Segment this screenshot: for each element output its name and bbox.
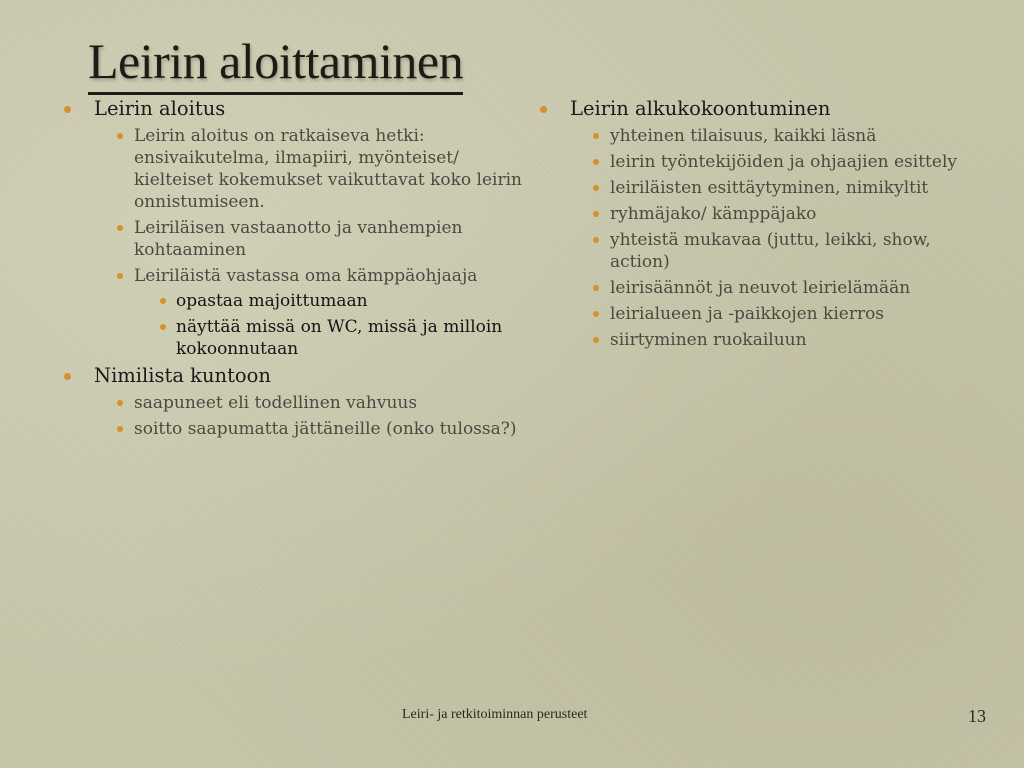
sub-bullet xyxy=(570,203,988,225)
sub-bullet xyxy=(570,229,988,273)
bullet-dot-icon xyxy=(117,133,123,139)
right-column xyxy=(538,97,988,355)
bullet-leirin-aloitus xyxy=(62,97,522,360)
bullet-nimilista-kuntoon xyxy=(62,364,522,440)
sub-bullet-text: ryhmäjako/ kämppäjako xyxy=(610,204,817,224)
sub-bullet xyxy=(570,177,988,199)
sub-sub-bullet xyxy=(134,316,522,360)
right-bullet-list xyxy=(538,97,988,351)
bullet-dot-icon xyxy=(64,106,71,113)
sub-sub-bullet xyxy=(134,290,522,312)
left-bullet-list xyxy=(62,97,522,440)
sub-bullet-text: saapuneet eli todellinen vahvuus xyxy=(134,393,418,413)
bullet-dot-icon xyxy=(117,225,123,231)
sub-bullet xyxy=(570,277,988,299)
sub-bullet xyxy=(94,125,522,213)
bullet-dot-icon xyxy=(540,106,547,113)
bullet-dot-icon xyxy=(593,237,599,243)
bullet-dot-icon xyxy=(593,185,599,191)
bullet-dot-icon xyxy=(593,311,599,317)
bullet-dot-icon xyxy=(593,337,599,343)
sub-bullet-text: leiriläisten esittäytyminen, nimikyltit xyxy=(610,178,929,198)
bullet-dot-icon xyxy=(64,373,71,380)
sub-bullet-text: Leiriläistä vastassa oma kämppäohjaaja xyxy=(134,266,478,286)
bullet-dot-icon xyxy=(593,285,599,291)
bullet-leirin-alkukokoontuminen xyxy=(538,97,988,351)
bullet-heading: Leirin alkukokoontuminen xyxy=(570,97,831,120)
bullet-dot-icon xyxy=(593,159,599,165)
sub-bullet-text: Leirin aloitus on ratkaiseva hetki: ensivaikutelma, ilmapiiri, myönteiset/ kielteiset kokemukset vaikuttavat koko leirin onnistumiseen. xyxy=(134,126,522,212)
sub-bullet-text: yhteinen tilaisuus, kaikki läsnä xyxy=(610,126,877,146)
sub-bullet-text: leirialueen ja -paikkojen kierros xyxy=(610,304,885,324)
bullet-dot-icon xyxy=(117,426,123,432)
bullet-heading: Nimilista kuntoon xyxy=(94,364,271,387)
sub-bullet-text: siirtyminen ruokailuun xyxy=(610,330,807,350)
sub-bullet xyxy=(570,329,988,351)
sub-bullet xyxy=(570,125,988,147)
bullet-dot-icon xyxy=(117,273,123,279)
footer-text: Leiri- ja retkitoiminnan perusteet xyxy=(402,707,588,722)
bullet-dot-icon xyxy=(593,211,599,217)
sub-bullet-text: leirisäännöt ja neuvot leirielämään xyxy=(610,278,911,298)
bullet-dot-icon xyxy=(117,400,123,406)
sub-bullet xyxy=(94,418,522,440)
page-number: 13 xyxy=(968,706,986,726)
slide-title: Leirin aloittaminen xyxy=(88,32,463,95)
sub-bullet-text: yhteistä mukavaa (juttu, leikki, show, action) xyxy=(610,230,931,272)
bullet-heading: Leirin aloitus xyxy=(94,97,226,120)
sub-bullet xyxy=(94,217,522,261)
sub-sub-bullet-text: opastaa majoittumaan xyxy=(176,291,368,311)
bullet-dot-icon xyxy=(160,324,166,330)
bullet-dot-icon xyxy=(160,298,166,304)
sub-bullet xyxy=(570,303,988,325)
left-column xyxy=(62,97,522,444)
sub-bullet-text: leirin työntekijöiden ja ohjaajien esittely xyxy=(610,152,957,172)
sub-sub-bullet-text: näyttää missä on WC, missä ja milloin kokoonnutaan xyxy=(176,317,503,359)
sub-bullet-text: soitto saapumatta jättäneille (onko tulossa?) xyxy=(134,419,517,439)
bullet-dot-icon xyxy=(593,133,599,139)
sub-bullet xyxy=(94,392,522,414)
sub-bullet xyxy=(570,151,988,173)
sub-bullet xyxy=(94,265,522,360)
sub-bullet-text: Leiriläisen vastaanotto ja vanhempien kohtaaminen xyxy=(134,218,463,260)
